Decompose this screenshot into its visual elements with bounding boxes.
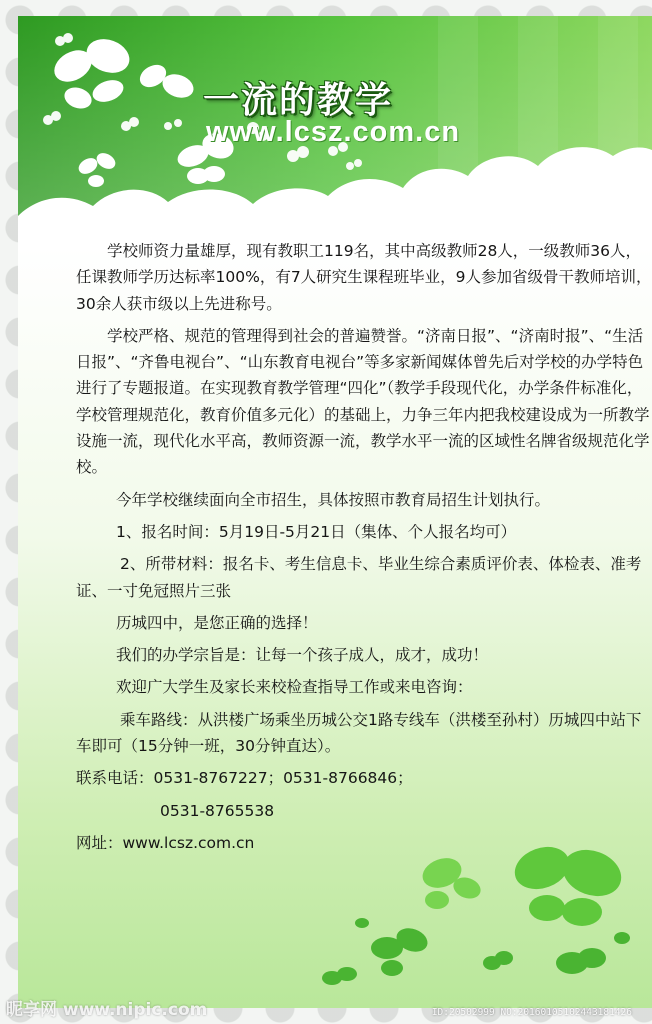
poster-card: [18, 16, 652, 1008]
header-banner: [18, 16, 652, 246]
paragraph-welcome: 欢迎广大学生及家长来校检查指导工作或来电咨询：: [116, 678, 473, 697]
website-link[interactable]: 网址：www.lcsz.com.cn: [76, 833, 255, 852]
paragraph-faculty: 学校师资力量雄厚，现有教职工119名，其中高级教师28人，一级教师36人，任课教师学历达标率100%，有7人研究生课程班毕业，9人参加省级骨干教师培训，30余人获市级以上先进称号。: [76, 242, 652, 313]
content-body: [76, 238, 652, 856]
paragraph-motto: 我们的办学宗旨是：让每一个孩子成人，成才，成功！: [116, 646, 489, 665]
paragraph-slogan: 历城四中，是您正确的选择！: [116, 613, 318, 632]
footer-decoration: [292, 828, 652, 1008]
paragraph-bus-route: 乘车路线：从洪楼广场乘坐历城公交1路专线车（洪楼至孙村）历城四中站下车即可（15分钟一班，30分钟直达）。: [76, 710, 642, 756]
paragraph-management: 学校严格、规范的管理得到社会的普遍赞誉。“济南日报”、“济南时报”、“生活日报”、“齐鲁电视台”、“山东教育电视台”等多家新闻媒体曾先后对学校的办学特色进行了专题报道。在实现教育教学管理“四化”（教学手段现代化，办学条件标准化，学校管理规范化，教育价值多元化）的基础上，力争三年内把我校建设成为一所教学设施一流，现代化水平高，教师资源一流，教学水平一流的区域性名牌省级规范化学校。: [76, 326, 650, 477]
page-title: 一流的教学: [203, 79, 394, 121]
paragraph-registration-time: 1、报名时间：5月19日-5月21日（集体、个人报名均可）: [116, 522, 517, 541]
contact-phone-extra: 0531-8765538: [160, 801, 275, 820]
butterfly-icon: [509, 840, 628, 926]
butterfly-icon: [322, 918, 630, 985]
watermark-logo: 昵享网 www.nipic.com: [6, 1000, 208, 1020]
paragraph-materials: 2、所带材料：报名卡、考生信息卡、毕业生综合素质评价表、体检表、准考证、一寸免冠照片三张: [76, 555, 642, 600]
watermark-id: ID:20502999 NO:20160105102443181426: [431, 1007, 632, 1018]
contact-phone: 联系电话：0531-8767227；0531-8766846；: [76, 769, 413, 788]
butterfly-icon: [418, 853, 483, 909]
paragraph-enrollment: 今年学校继续面向全市招生，具体按照市教育局招生计划执行。: [116, 490, 551, 509]
banner-url: www.lcsz.com.cn: [206, 116, 461, 148]
